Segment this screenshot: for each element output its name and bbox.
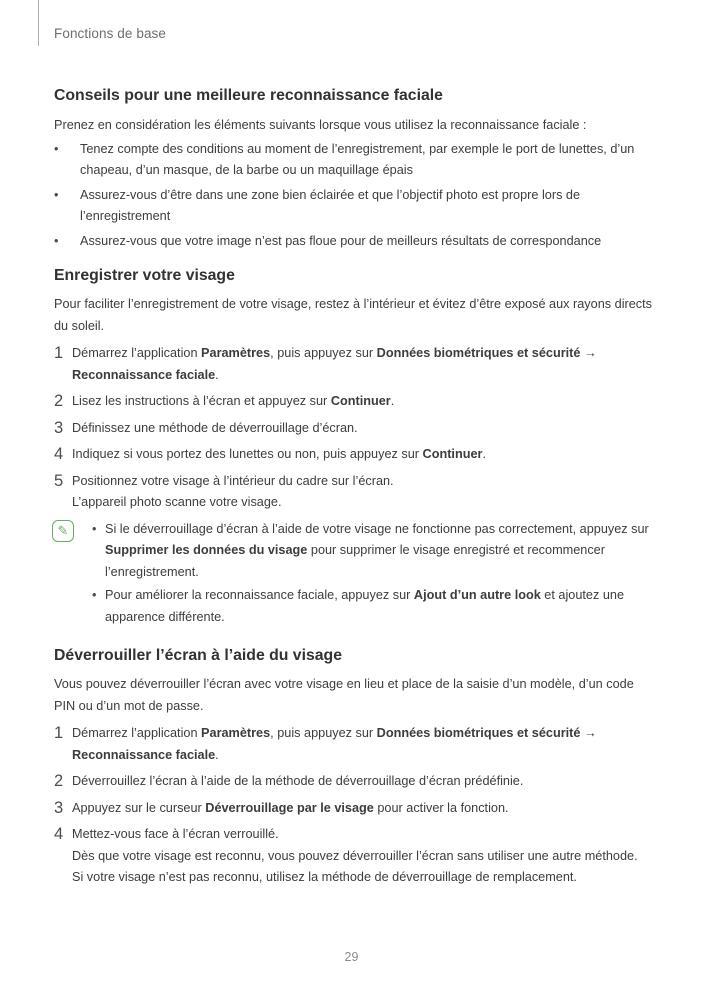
- bullet-icon: •: [54, 233, 59, 248]
- step-number: 4: [54, 825, 64, 843]
- section-intro: Prenez en considération les éléments suivants lorsque vous utilisez la reconnaissance faciale :: [54, 118, 587, 132]
- pencil-glyph: ✎: [57, 523, 69, 538]
- step-body: Mettez-vous face à l’écran verrouillé.: [72, 827, 279, 841]
- step-item: [54, 471, 652, 514]
- section-intro: Vous pouvez déverrouiller l’écran avec votre visage en lieu et place de la saisie d’un modèle, d’un code PIN ou d’un mot de passe.: [54, 677, 634, 713]
- step-body: Lisez les instructions à l’écran et appuyez sur Continuer.: [72, 394, 395, 408]
- step-item: [54, 771, 652, 793]
- step-item: [54, 418, 652, 440]
- note-bullet-text: Si le déverrouillage d’écran à l’aide de votre visage ne fonctionne pas correctement, appuyez sur Supprimer les données du visage pour supprimer le visage enregistré et recommencer l’enregistrement.: [105, 521, 649, 579]
- section-title-deverrouiller: Déverrouiller l’écran à l’aide du visage: [54, 647, 342, 664]
- section-title-conseils: Conseils pour une meilleure reconnaissance faciale: [54, 87, 443, 104]
- step-item: [54, 798, 652, 820]
- step-sub-text: Dès que votre visage est reconnu, vous pouvez déverrouiller l’écran sans utiliser une autre méthode. Si votre visage n’est pas reconnu, utilisez la méthode de déverrouillage de remplacement.: [72, 848, 638, 884]
- step-text: [72, 798, 652, 820]
- step-text: [72, 444, 652, 466]
- step-number: 4: [54, 445, 64, 463]
- step-text: [72, 418, 652, 440]
- step-number: 3: [54, 418, 64, 437]
- step-text: [72, 824, 652, 889]
- step-body: Démarrez l’application Paramètres, puis appuyez sur Données biométriques et sécurité → Reconnaissance faciale.: [72, 726, 597, 762]
- section-intro: Pour faciliter l’enregistrement de votre visage, restez à l’intérieur et évitez d’être exposé aux rayons directs du soleil.: [54, 297, 653, 333]
- bullet-icon: •: [92, 588, 97, 602]
- step-text: [72, 391, 652, 413]
- step-body: Appuyez sur le curseur Déverrouillage par le visage pour activer la fonction.: [72, 800, 509, 815]
- list-item: [54, 231, 652, 253]
- step-text: [72, 343, 652, 386]
- note-content: [92, 519, 652, 631]
- bullet-icon: •: [54, 141, 59, 156]
- section-title-enregistrer: Enregistrer votre visage: [54, 267, 235, 284]
- step-item: [54, 723, 652, 766]
- bullet-text: Assurez-vous que votre image n’est pas floue pour de meilleurs résultats de correspondance: [80, 233, 602, 248]
- step-body: Déverrouillez l’écran à l’aide de la méthode de déverrouillage d’écran prédéfinie.: [72, 774, 524, 788]
- step-item: [54, 391, 652, 413]
- step-item: [54, 444, 652, 466]
- page-content: [54, 0, 652, 894]
- step-body: Définissez une méthode de déverrouillage d’écran.: [72, 420, 358, 435]
- step-body: Indiquez si vous portez des lunettes ou non, puis appuyez sur Continuer.: [72, 447, 486, 461]
- list-item: [54, 185, 652, 228]
- header-divider-line: [38, 0, 39, 46]
- step-item: [54, 343, 652, 386]
- step-text: [72, 771, 652, 793]
- step-body: Positionnez votre visage à l’intérieur du cadre sur l’écran.: [72, 473, 394, 488]
- step-number: 3: [54, 798, 64, 817]
- page-number: 29: [344, 950, 359, 964]
- bullet-text: Tenez compte des conditions au moment de l’enregistrement, par exemple le port de lunettes, d’un chapeau, d’un masque, de la barbe ou un maquillage épais: [80, 141, 635, 177]
- step-number: 1: [54, 724, 64, 742]
- step-text: [72, 723, 652, 766]
- pencil-note-icon: [52, 520, 74, 542]
- note-box: [54, 519, 652, 631]
- step-sub-text: L’appareil photo scanne votre visage.: [72, 495, 282, 509]
- step-number: 1: [54, 344, 64, 362]
- step-text: [72, 471, 652, 514]
- step-item: [54, 824, 652, 889]
- step-number: 5: [54, 471, 64, 490]
- step-number: 2: [54, 392, 64, 410]
- bullet-icon: •: [92, 521, 97, 536]
- bullet-icon: •: [54, 187, 59, 202]
- note-bullet-text: Pour améliorer la reconnaissance faciale, appuyez sur Ajout d’un autre look et ajoutez une apparence différente.: [105, 588, 625, 624]
- note-list-item: [92, 519, 652, 584]
- list-item: [54, 139, 652, 182]
- running-header-chapter: Fonctions de base: [54, 26, 167, 41]
- step-body: Démarrez l’application Paramètres, puis appuyez sur Données biométriques et sécurité → Reconnaissance faciale.: [72, 346, 597, 382]
- note-list-item: [92, 585, 652, 628]
- bullet-text: Assurez-vous d’être dans une zone bien éclairée et que l’objectif photo est propre lors de l’enregistrement: [80, 187, 581, 223]
- step-number: 2: [54, 772, 64, 790]
